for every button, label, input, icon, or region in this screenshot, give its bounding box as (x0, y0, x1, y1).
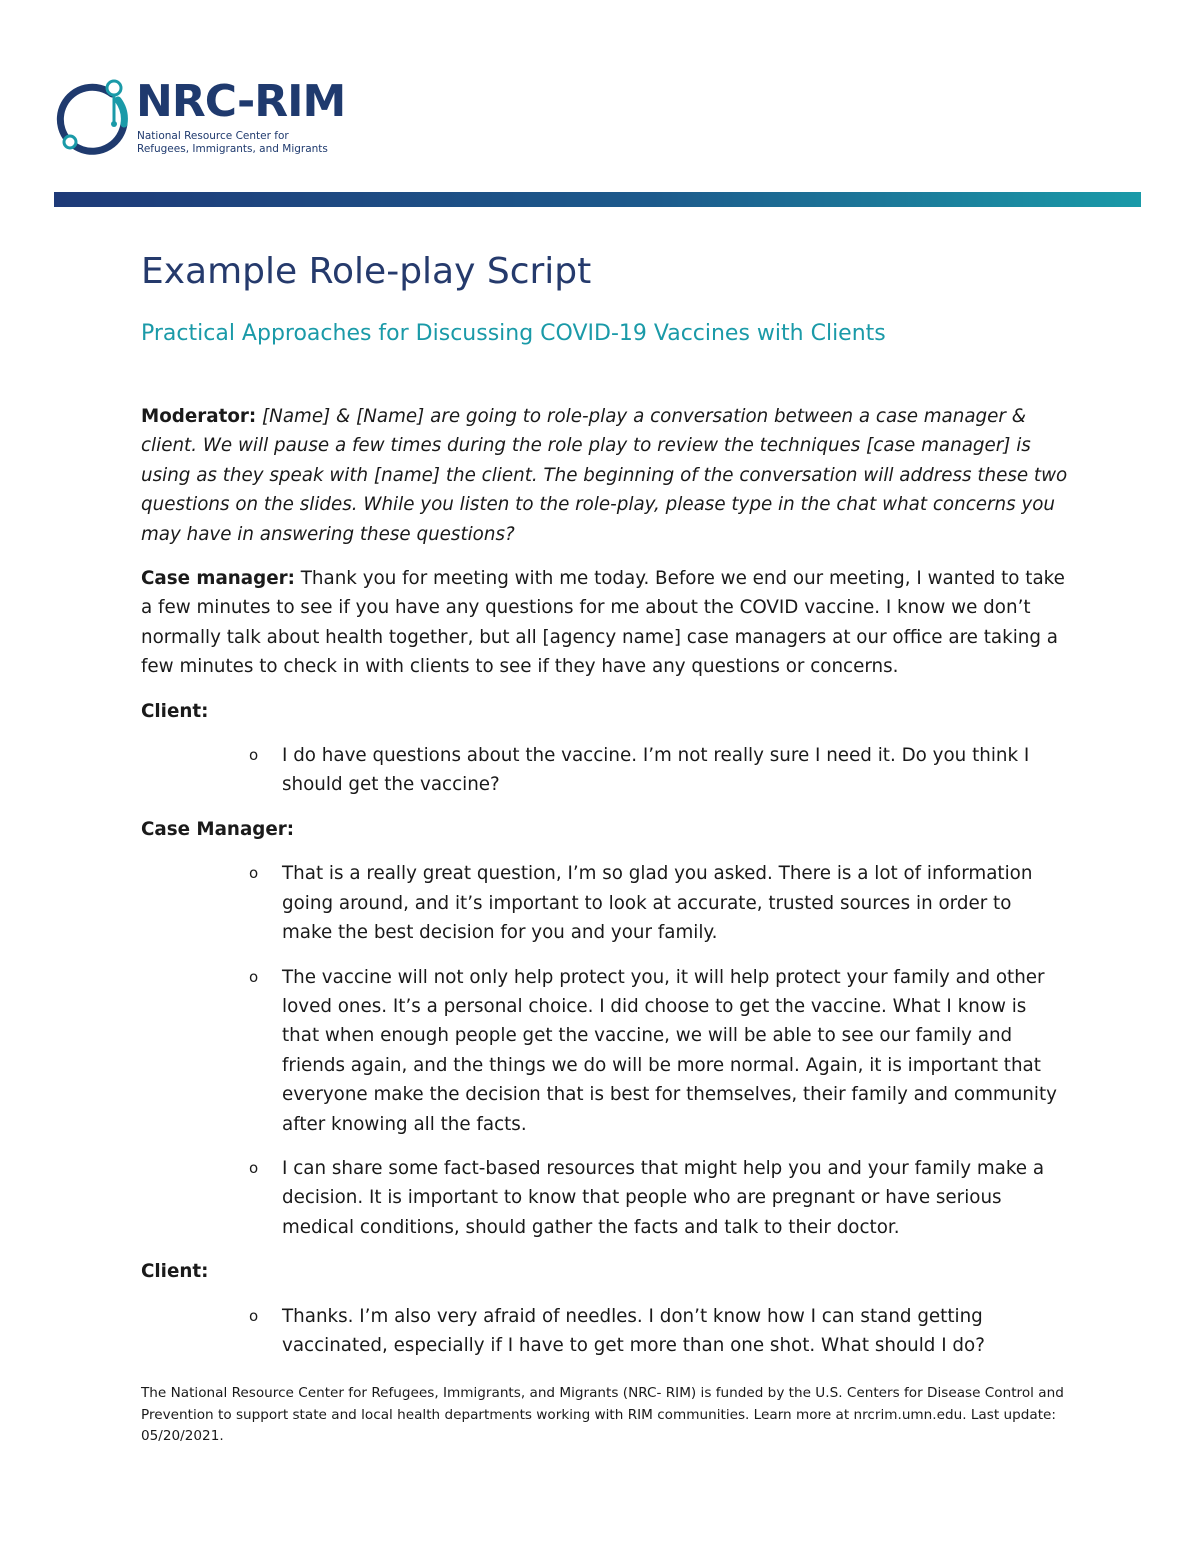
logo-name: NRC-RIM (136, 76, 346, 127)
bullet-text: I can share some fact-based resources that might help you and your family make a decision. It is important to know that people who are pregnant or have serious medical conditions, should gather the facts and talk to their doctor. (282, 1157, 1045, 1238)
case-manager-1-bullets (141, 859, 1071, 1242)
speaker-label: Case Manager: (141, 818, 295, 840)
client-1-bullets (141, 741, 1071, 800)
bullet-icon: o (249, 967, 259, 986)
moderator-text: [Name] & [Name] are going to role-play a conversation between a case manager & client. We will pause a few times during the role play to review the techniques [case manager] is using as they speak with [name] the client. The beginning of the conversation will address these two questions on the slides. While you listen to the role-play, please type in the chat what concerns you may have in answering these questions? (141, 406, 1068, 545)
bullet-icon: o (249, 1306, 259, 1325)
bullet-text: Thanks. I’m also very afraid of needles. I don’t know how I can stand getting vaccinated, especially if I have to get more than one shot. What should I do? (282, 1305, 985, 1356)
speaker-label: Client: (141, 700, 209, 722)
logo-subtitle-line1: National Resource Center for (137, 130, 289, 142)
client-2-bullets (141, 1302, 1071, 1361)
page-subtitle: Practical Approaches for Discussing COVID-19 Vaccines with Clients (141, 321, 886, 346)
bullet-icon: o (249, 746, 259, 765)
nrc-rim-logo (54, 74, 354, 164)
speaker-label: Case manager: (141, 568, 295, 590)
bullet-text: I do have questions about the vaccine. I’m not really sure I need it. Do you think I should get the vaccine? (282, 745, 1030, 796)
logo-mark-icon (54, 74, 134, 164)
speaker-label: Moderator: (141, 406, 257, 427)
list-item (141, 963, 1071, 1139)
speaker-label: Client: (141, 1261, 209, 1283)
header-divider (54, 192, 1141, 207)
case-manager-intro-text: Thank you for meeting with me today. Before we end our meeting, I wanted to take a few minutes to see if you have any questions for me about the COVID vaccine. I know we don’t normally talk about health together, but all [agency name] case managers at our office are taking a few minutes to check in with clients to see if they have any questions or concerns. (141, 568, 1065, 678)
logo-subtitle (137, 130, 337, 156)
footer-note: The National Resource Center for Refugees, Immigrants, and Migrants (NRC- RIM) is funded by the U.S. Centers for Disease Control and Prevention to support state and local health departments working with RIM communities. Learn more at nrcrim.umn.edu. Last update: 05/20/2021. (141, 1385, 1064, 1444)
case-manager-intro-paragraph (141, 564, 1071, 682)
list-item (141, 859, 1071, 947)
list-item (141, 1302, 1071, 1361)
list-item (141, 1154, 1071, 1242)
bullet-icon: o (249, 1158, 259, 1177)
script-content (141, 402, 1071, 1375)
page-title: Example Role-play Script (141, 251, 592, 292)
logo-subtitle-line2: Refugees, Immigrants, and Migrants (137, 143, 328, 155)
list-item (141, 741, 1071, 800)
moderator-paragraph (141, 402, 1071, 549)
bullet-text: The vaccine will not only help protect you, it will help protect your family and other loved ones. It’s a personal choice. I did choose to get the vaccine. What I know is that when enough people get the vaccine, we will be able to see our family and friends again, and the things we do will be more normal. Again, it is important that everyone make the decision that is best for themselves, their family and community after knowing all the facts. (282, 966, 1057, 1135)
bullet-icon: o (249, 864, 259, 883)
bullet-text: That is a really great question, I’m so glad you asked. There is a lot of information going around, and it’s important to look at accurate, trusted sources in order to make the best decision for you and your family. (282, 863, 1033, 944)
